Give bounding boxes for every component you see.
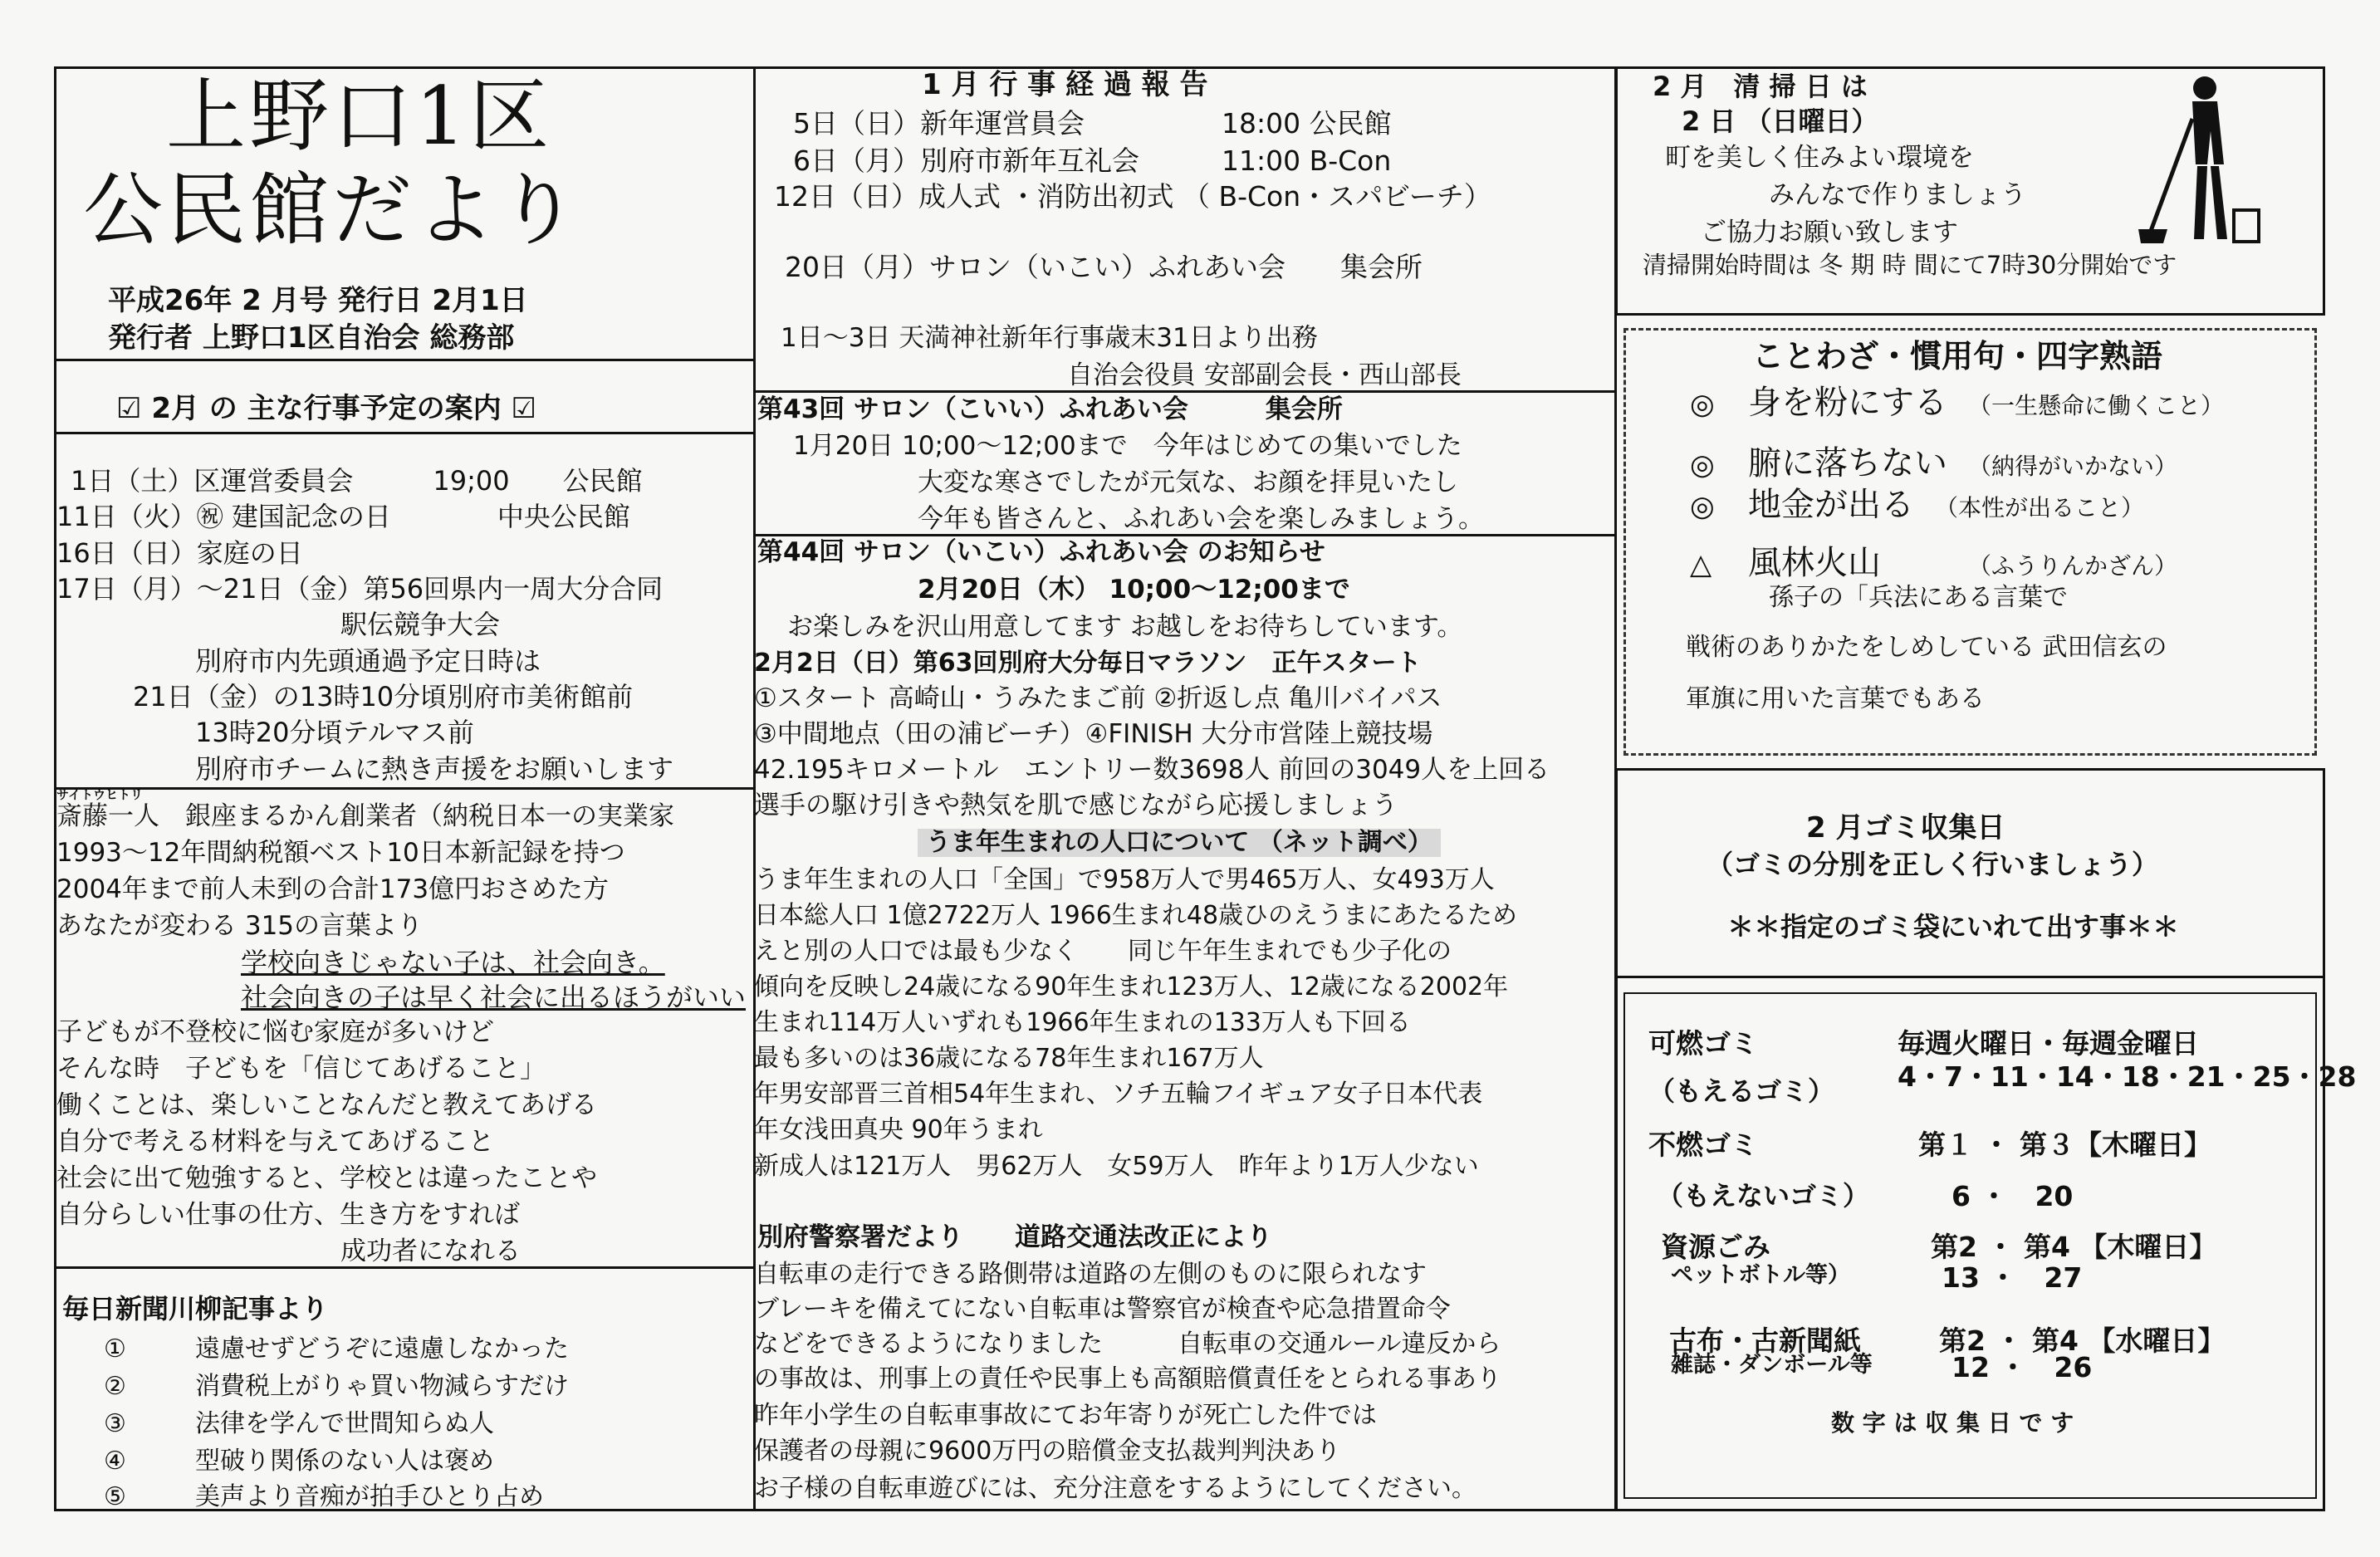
salon43-line: 今年も皆さんと、ふれあい会を楽しみましょう。	[918, 504, 1484, 534]
police-line: 自転車の走行できる路側帯は道路の左側のものに限られなす	[754, 1260, 1427, 1289]
proverb-mark: ◎	[1690, 490, 1715, 523]
marathon-line: 42.195キロメートル エントリー数3698人 前回の3049人を上回る	[754, 755, 1550, 785]
proverb-explain: 孫子の「兵法にある言葉で	[1769, 583, 2068, 612]
divider	[54, 787, 756, 790]
garbage-footer: 数 字 は 収 集 日 で す	[1831, 1409, 2074, 1437]
report-line: 5日（日）新年運営員会 18:00 公民館	[793, 107, 1392, 140]
cleaning-line: みんなで作りましょう	[1769, 180, 2026, 210]
proverb-phrase: 身を粉にする	[1748, 384, 1947, 422]
senryu-text: 法律を学んで世間知らぬ人	[195, 1409, 494, 1438]
report-line: 6日（月）別府市新年互礼会 11:00 B-Con	[793, 144, 1392, 177]
marathon-line: ①スタート 高崎山・うみたまご前 ②折返し点 亀川バイパス	[754, 683, 1442, 713]
saito-quote: 社会向きの子は早く社会に出るほうがいい	[241, 982, 747, 1013]
divider	[54, 432, 756, 434]
salon43-header: 第43回 サロン（こいい）ふれあい会 集会所	[757, 394, 1343, 424]
event-line: 駅伝競争大会	[340, 609, 501, 640]
event-line: 17日（月）～21日（金）第56回県内一周大分合同	[56, 573, 664, 605]
senryu-num: ①	[104, 1334, 126, 1364]
saito-body-line: 自分らしい仕事の仕方、生き方をすれば	[56, 1200, 520, 1230]
saito-line: 斎藤一人 銀座まるかん創業者（納税日本一の実業家	[56, 801, 674, 831]
nonburnable-dates: 6 ・ 20	[1952, 1180, 2074, 1212]
uma-line: 新成人は121万人 男62万人 女59万人 昨年より1万人少ない	[754, 1152, 1479, 1181]
saito-ruby: サイトウヒトリ	[56, 787, 143, 802]
proverb-explain: 軍旗に用いた言葉でもある	[1686, 684, 1985, 713]
uma-line: うま年生まれの人口「全国」で958万人で男465万人、女493万人	[754, 865, 1495, 894]
event-line: 11日（火）㊗ 建国記念の日 中央公民館	[56, 501, 630, 532]
marathon-line: 選手の駆け引きや熱気を肌で感じながら応援しましょう	[754, 791, 1398, 820]
proverbs-header: ことわざ・慣用句・四字熟語	[1752, 338, 2163, 375]
proverb-mark: ◎	[1690, 388, 1715, 421]
event-line: 別府市チームに熱き声援をお願いします	[195, 753, 674, 785]
police-line: ブレーキを備えてにない自転車は警察官が検査や応急措置命令	[754, 1295, 1451, 1324]
garbage-notice: ＊＊指定のゴミ袋にいれて出す事＊＊	[1727, 911, 2180, 943]
divider	[54, 359, 756, 361]
proverb-phrase: 腑に落ちない	[1748, 444, 1947, 482]
burnable-sub: （もえるゴミ）	[1648, 1075, 1835, 1107]
paper-dates: 12 ・ 26	[1952, 1351, 2093, 1383]
police-line: などをできるようになりました 自転車の交通ルール違反から	[754, 1329, 1501, 1359]
report-line: 20日（月）サロン（いこい）ふれあい会 集会所	[785, 251, 1423, 283]
resource-label: 資源ごみ	[1661, 1231, 1770, 1263]
proverb-note: （一生懸命に働くこと）	[1968, 392, 2225, 419]
paper-label: 古布・古新聞紙	[1669, 1324, 1861, 1357]
police-line: 昨年小学生の自転車事故にてお年寄りが死亡した件では	[754, 1401, 1377, 1430]
proverb-note: （納得がいかない）	[1968, 453, 2178, 480]
uma-line: 年女浅田真央 90年うまれ	[754, 1115, 1043, 1144]
saito-body-line: 成功者になれる	[340, 1236, 521, 1266]
nonburnable-label: 不燃ゴミ	[1648, 1129, 1758, 1161]
senryu-text: 消費税上がりゃ買い物減らすだけ	[195, 1372, 569, 1401]
proverb-explain: 戦術のありかたをしめしている 武田信玄の	[1686, 633, 2167, 662]
proverb-phrase: 風林火山	[1748, 544, 1881, 582]
senryu-num: ④	[104, 1447, 126, 1476]
issue-info: 平成26年 2 月号 発行日 2月1日	[108, 284, 528, 317]
nonburnable-sub: （もえないゴミ）	[1657, 1180, 1870, 1212]
report-header: 1 月 行 事 経 過 報 告	[922, 68, 1208, 101]
burnable-days: 毎週火曜日・毎週金曜日	[1898, 1027, 2199, 1060]
uma-header: うま年生まれの人口について （ネット調べ）	[918, 829, 1441, 857]
saito-quote: 学校向きじゃない子は、社会向き。	[241, 947, 665, 978]
uma-line: 日本総人口 1億2722万人 1966生まれ48歳ひのえうまにあたるため	[754, 901, 1518, 930]
garbage-subheader: （ゴミの分別を正しく行いましょう）	[1707, 849, 2159, 880]
police-header: 別府警察署だより 道路交通法改正により	[757, 1222, 1272, 1252]
sweeping-person-icon	[2134, 73, 2267, 247]
senryu-num: ③	[104, 1409, 126, 1438]
senryu-num: ⑤	[104, 1482, 126, 1511]
divider	[753, 390, 1617, 393]
cleaning-line: ご協力お願い致します	[1701, 218, 1958, 247]
resource-sub: ペットボトル等）	[1671, 1262, 1850, 1288]
newsletter-title-line1: 上野口1区	[166, 70, 553, 163]
salon44-header: 第44回 サロン（いこい）ふれあい会 のお知らせ	[757, 537, 1325, 567]
paper-sub: 雑誌・ダンボール等	[1671, 1352, 1873, 1378]
resource-dates: 13 ・ 27	[1942, 1261, 2083, 1294]
events-header: ☑ 2月 の 主な行事予定の案内 ☑	[116, 392, 536, 425]
police-line: の事故は、刑事上の責任や民事上も高額賠償責任をとられる事あり	[754, 1364, 1501, 1393]
salon43-line: 1月20日 10;00～12;00まで 今年はじめての集いでした	[793, 431, 1462, 461]
marathon-header: 2月2日（日）第63回別府大分毎日マラソン 正午スタート	[754, 649, 1422, 678]
burnable-label: 可燃ゴミ	[1648, 1027, 1758, 1060]
saito-body-line: 自分で考える材料を与えてあげること	[56, 1127, 494, 1157]
senryu-text: 型破り関係のない人は褒め	[195, 1447, 494, 1476]
salon43-line: 大変な寒さでしたが元気な、お顔を拝見いたし	[918, 468, 1458, 497]
cleaning-date: 2 日 （日曜日）	[1682, 105, 1878, 137]
proverb-mark: ◎	[1690, 448, 1715, 482]
uma-line: えと別の人口では最も少なく 同じ午年生まれでも少子化の	[754, 937, 1452, 966]
nonburnable-days: 第１ ・ 第３【木曜日】	[1918, 1129, 2211, 1161]
report-line: 12日（日）成人式 ・消防出初式 （ B-Con・スパビーチ）	[774, 180, 1491, 213]
saito-line: 1993～12年間納税額ベスト10日本新記録を持つ	[56, 838, 625, 868]
salon44-line: お楽しみを沢山用意してます お越しをお待ちしています。	[787, 612, 1463, 642]
event-line: 13時20分頃テルマス前	[195, 717, 474, 748]
salon44-date: 2月20日（木） 10;00～12;00まで	[918, 575, 1350, 605]
divider	[1615, 976, 2325, 978]
resource-days: 第2 ・ 第4 【木曜日】	[1931, 1231, 2217, 1263]
event-line: 21日（金）の13時10分頃別府市美術館前	[133, 681, 634, 712]
saito-line: あなたが変わる 315の言葉より	[56, 911, 424, 941]
marathon-line: ③中間地点（田の浦ビーチ）④FINISH 大分市営陸上競技場	[754, 719, 1433, 749]
divider	[54, 1266, 756, 1269]
report-line: 自治会役員 安部副会長・西山部長	[1067, 360, 1462, 390]
uma-line: 最も多いのは36歳になる78年生まれ167万人	[754, 1044, 1264, 1073]
burnable-dates: 4・7・11・14・18・21・25・28	[1898, 1060, 2357, 1093]
paper-days: 第2 ・ 第4 【水曜日】	[1939, 1324, 2226, 1357]
proverb-phrase: 地金が出る	[1748, 486, 1914, 524]
cleaning-line: 町を美しく住みよい環境を	[1665, 143, 1974, 173]
saito-body-line: 働くことは、楽しいことなんだと教えてあげる	[56, 1090, 597, 1120]
cleaning-header: 2 月 清 掃 日 は	[1653, 71, 1868, 102]
saito-body-line: 社会に出て勉強すると、学校とは違ったことや	[56, 1163, 597, 1193]
garbage-header: 2 月ゴミ収集日	[1806, 811, 2005, 845]
publisher-info: 発行者 上野口1区自治会 総務部	[108, 321, 515, 355]
newsletter-title-line2: 公民館だより	[83, 164, 581, 257]
senryu-header: 毎日新聞川柳記事より	[62, 1293, 329, 1324]
saito-body-line: 子どもが不登校に悩む家庭が多いけど	[56, 1017, 494, 1047]
uma-line: 年男安部晋三首相54年生まれ、ソチ五輪フイギュア女子日本代表	[754, 1080, 1483, 1109]
divider	[753, 534, 1617, 536]
senryu-text: 遠慮せずどうぞに遠慮しなかった	[195, 1334, 569, 1364]
police-line: お子様の自転車遊びには、充分注意をするようにしてください。	[754, 1474, 1476, 1503]
proverb-note: （ふうりんかざん）	[1968, 552, 2178, 580]
police-line: 保護者の母親に9600万円の賠償金支払裁判判決あり	[754, 1437, 1341, 1466]
senryu-text: 美声より音痴が拍手ひとり占め	[195, 1482, 544, 1511]
event-line: 1日（土）区運営委員会 19;00 公民館	[71, 465, 643, 497]
saito-body-line: そんな時 子どもを「信じてあげること」	[56, 1054, 546, 1084]
saito-line: 2004年まで前人未到の合計173億円おさめた方	[56, 874, 610, 904]
proverb-note: （本性が出ること）	[1935, 494, 2145, 521]
report-line: 1日～3日 天満神社新年行事歳末31日より出務	[781, 323, 1318, 353]
event-line: 別府市内先頭通過予定日時は	[195, 645, 541, 677]
event-line: 16日（日）家庭の日	[56, 537, 303, 569]
uma-line: 生まれ114万人いずれも1966年生まれの133万人も下回る	[754, 1008, 1411, 1037]
uma-line: 傾向を反映し24歳になる90年生まれ123万人、12歳になる2002年	[754, 972, 1509, 1001]
proverb-mark: △	[1690, 548, 1712, 581]
cleaning-line: 清掃開始時間は 冬 期 時 間にて7時30分開始です	[1643, 251, 2177, 279]
senryu-num: ②	[104, 1372, 126, 1401]
